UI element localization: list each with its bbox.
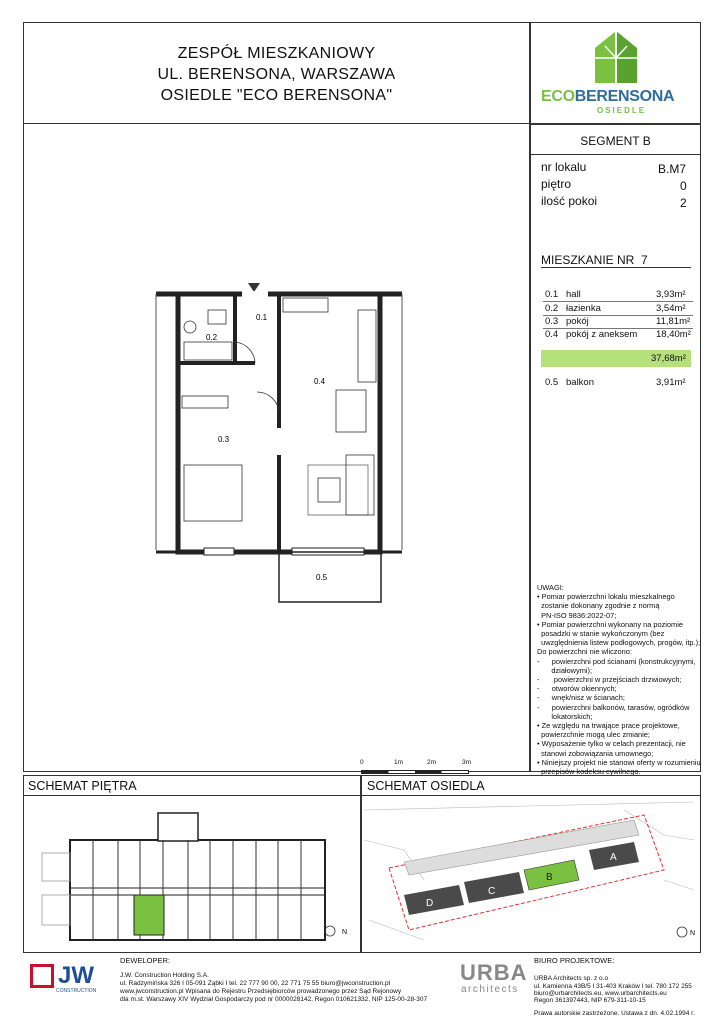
jw-logo-mark [30,964,54,988]
room-name: pokój [566,316,589,327]
site-north: N [690,930,696,937]
room-name: pokój z aneksem [566,329,638,340]
jw-logo-sub: CONSTRUCTION [56,988,97,994]
pietro-label: piętro [541,177,572,191]
plan-label-r2: 0.2 [206,333,218,342]
site-label-d: D [426,898,434,909]
balcony-no: 0.5 [545,377,559,388]
header-line-3: OSIEDLE "ECO BERENSONA" [160,87,393,104]
eco-berensona-logo [585,28,647,86]
header-line-2: UL. BERENSONA, WARSZAWA [157,66,396,83]
schemat-osiedla-rule [361,795,701,796]
note-line: działowymi); [537,665,593,675]
note-line: - powierzchni w przejściach drzwiowych; [537,675,682,685]
room-no: 0.1 [545,289,559,300]
room-area-unit: m² [679,316,691,327]
logo-eco: ECO [541,88,575,105]
developer-company: J.W. Construction Holding S.A. [120,972,209,979]
room-area [656,303,686,314]
lokal-label: nr lokalu [541,160,587,174]
room-area [656,289,686,300]
room-area-value: 3,54 [656,303,675,314]
mieszkanie-label: MIESZKANIE NR 7 [541,253,648,267]
room-no: 0.2 [545,303,559,314]
note-line: Do powierzchni nie wliczono: [537,647,632,657]
architect-company: URBA Architects sp. z o.o [534,975,609,982]
room-row [543,316,693,329]
note-line: - otworów okiennych; [537,684,617,694]
balcony-area [656,377,686,388]
note-line: • Niniejszy projekt nie stanowi oferty w rozumieniu [537,757,701,767]
note-line: powierzchnie mogą ulec zmianie; [537,730,650,740]
mieszkanie-underline [541,267,691,268]
room-area-value: 18,40 [656,329,680,340]
total-area-value: 37,68 [651,353,675,364]
note-line: - powierzchni balkonów, tarasów, ogródków [537,702,690,712]
header-line-1: ZESPÓŁ MIESZKANIOWY [177,45,376,62]
jw-logo [28,962,97,996]
scale-tick-0: 0 [360,759,364,766]
developer-web: www.jwconstruction.pl Wpisana do Rejestru Przedsiębiorców prowadzonego przez Sąd Rejonowy [120,988,402,995]
balcony-area-unit: m² [674,377,686,388]
note-line: • Pomiar powierzchni lokalu mieszkalnego [537,592,675,602]
site-label-a: A [610,852,617,863]
room-row [543,329,693,341]
pietro-value: 0 [680,179,687,193]
schema-highlight [134,895,164,935]
urba-logo-big: URBA [460,960,528,985]
note-line: - wnęk/nisz w ścianach; [537,693,625,703]
architect-addr: ul. Kamienna 43B/5 I 31-403 Kraków I tel. 780 172 255 [534,983,692,990]
room-area-unit: m² [674,303,686,314]
scale-tick-1: 1m [394,759,404,766]
note-line: • Ze względu na trwające prace projektowe, [537,721,680,731]
site-schema [364,800,698,950]
notes-block [537,583,705,776]
pokoje-value: 2 [680,196,687,210]
note-line: zostanie dokonany zgodnie z normą [537,601,660,611]
room-area-unit: m² [674,289,686,300]
note-line: uwzględnienia listew podłogowych, progów, itp.); [537,638,701,648]
note-line: lokatorskich; [537,711,593,721]
total-area [651,353,686,364]
architect-mail: biuro@urbarchitects.eu, www.urbarchitects.eu [534,990,667,997]
floor-schema [38,805,348,945]
note-line: • Pomiar powierzchni wykonany na poziomie [537,619,683,629]
architect-heading: BIURO PROJEKTOWE: [534,956,615,965]
room-area [656,316,690,327]
room-name: hall [566,289,581,300]
lokal-value: B.M7 [658,162,687,176]
schema-north: N [342,929,348,936]
floor-plan [150,280,408,610]
scale-tick-2: 2m [427,759,437,766]
scale-bar [361,770,469,774]
room-area [656,329,691,340]
plan-label-r3: 0.3 [218,435,230,444]
copyright: Prawa autorskie zastrzeżone. Ustawa z dn. 4.02.1994 r. [534,1010,695,1017]
logo-berensona: BERENSONA [574,88,675,105]
logo-osiedle: OSIEDLE [597,106,647,115]
note-line: - powierzchni pod ścianami (konstrukcyjnymi, [537,656,696,666]
schemat-osiedla-title: SCHEMAT OSIEDLA [367,779,485,793]
room-area-value: 3,93 [656,289,675,300]
scale-tick-3: 3m [462,759,472,766]
note-line: • Wyposażenie tylko w celach prezentacji, nie [537,739,686,749]
room-area-unit: m² [679,329,691,340]
note-line: stanowi zobowiązania umownego; [537,748,654,758]
note-line: posadzki w stanie wykończonym (bez [537,629,665,639]
balcony-area-value: 3,91 [656,377,675,388]
balcony-name: balkon [566,377,594,388]
room-area-value: 11,81 [656,316,680,327]
plan-label-r4: 0.4 [314,377,326,386]
note-line: PN-ISO 9836:2022-07; [537,610,617,620]
room-no: 0.3 [545,316,559,327]
notes-title: UWAGI: [537,583,564,592]
plan-label-r5: 0.5 [316,573,328,582]
room-row [543,303,693,316]
info-separator-1 [530,154,701,155]
schemat-pietra-rule [23,795,361,796]
room-row [543,289,693,302]
room-name: łazienka [566,303,601,314]
developer-heading: DEWELOPER: [120,956,171,965]
logo-wordmark [541,88,674,106]
developer-reg: dla m.st. Warszawy XIV Wydział Gospodarczy pod nr 0000028142, Regon 010621332, NIP 125-00-28-307 [120,996,428,1003]
architect-reg: Regon 361397443, NIP 679-311-10-15 [534,997,646,1004]
note-line: przepisów kodeksu cywilnego. [537,767,641,777]
schemat-pietra-title: SCHEMAT PIĘTRA [28,779,137,793]
plan-balcony [279,552,381,602]
notes-lines [537,592,705,776]
site-label-c: C [488,886,496,897]
urba-logo-sub: architects [461,984,519,995]
room-no: 0.4 [545,329,559,340]
site-label-b: B [546,872,553,883]
total-area-unit: m² [674,353,686,364]
segment-label: SEGMENT B [580,134,651,148]
plan-label-r1: 0.1 [256,313,268,322]
developer-addr: ul. Radzymińska 326 I 05-091 Ząbki I tel. 22 777 90 00, 22 771 75 55 biuro@jwconstruction.pl [120,980,391,987]
pokoje-label: ilość pokoi [541,194,598,208]
jw-logo-text: JW [58,962,94,989]
